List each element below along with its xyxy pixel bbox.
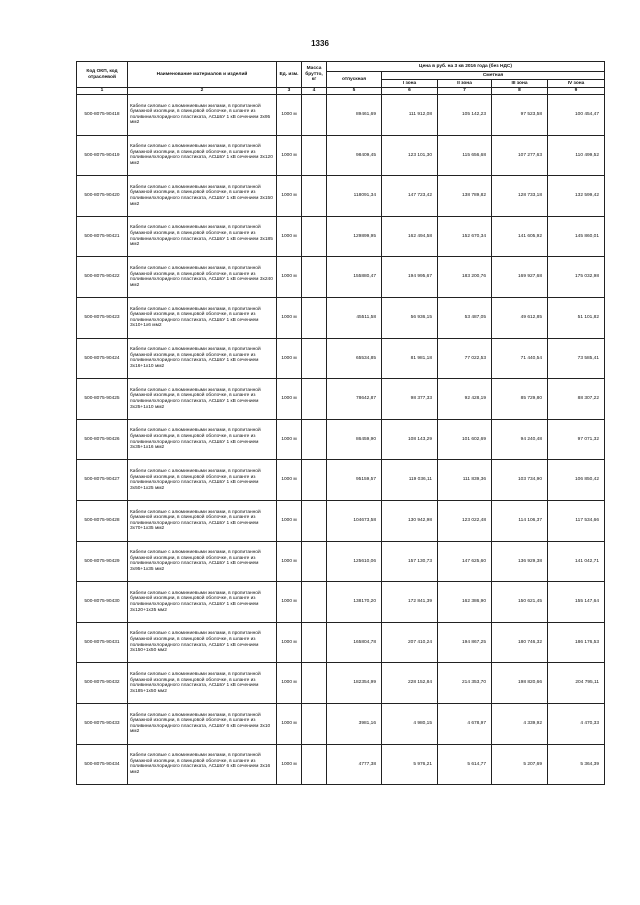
zone-3-price: 94 240,48 xyxy=(492,419,548,460)
unit: 1000 м xyxy=(277,541,302,582)
column-number: 8 xyxy=(492,88,548,95)
zone-2-price: 162 386,90 xyxy=(438,582,492,623)
material-name: Кабели силовые с алюминиевыми жилами, в пропитанной бумажной изоляции, в свинцовой оболочке, в шланге из поливинилхлоридного пластиката, АСШвУ 1 кВ сечением 3х150 мм2 xyxy=(128,176,277,217)
zone-3-price: 49 612,85 xyxy=(492,297,548,338)
zone-2-price: 77 022,53 xyxy=(438,338,492,379)
okp-code: 500-8075-90418 xyxy=(77,95,128,136)
material-name: Кабели силовые с алюминиевыми жилами, в пропитанной бумажной изоляции, в свинцовой оболочке, в шланге из поливинилхлоридного пластиката, АСШвУ 1 кВ сечением 3х185+1х50 мм2 xyxy=(128,663,277,704)
header-estimate: Сметная xyxy=(382,72,605,80)
zone-4-price: 132 599,42 xyxy=(548,176,605,217)
table-row xyxy=(77,257,605,298)
column-number: 9 xyxy=(548,88,605,95)
zone-2-price: 138 789,82 xyxy=(438,176,492,217)
okp-code: 500-8075-90433 xyxy=(77,703,128,744)
table-row xyxy=(77,419,605,460)
release-price: 89461,69 xyxy=(327,95,382,136)
unit: 1000 м xyxy=(277,500,302,541)
zone-3-price: 198 820,66 xyxy=(492,663,548,704)
column-number: 7 xyxy=(438,88,492,95)
table-row xyxy=(77,338,605,379)
header-zone-2: II зона xyxy=(438,80,492,88)
material-name: Кабели силовые с алюминиевыми жилами, в пропитанной бумажной изоляции, в свинцовой оболочке, в шланге из поливинилхлоридного пластиката, АСШвУ 6 кВ сечением 3х16 мм2 xyxy=(128,744,277,785)
zone-2-price: 147 625,60 xyxy=(438,541,492,582)
table-body xyxy=(77,95,605,785)
table-row xyxy=(77,216,605,257)
unit: 1000 м xyxy=(277,379,302,420)
table-row xyxy=(77,582,605,623)
header-zone-4: IV зона xyxy=(548,80,605,88)
column-number: 4 xyxy=(302,88,327,95)
zone-2-price: 123 022,48 xyxy=(438,500,492,541)
unit: 1000 м xyxy=(277,216,302,257)
page-number: 1336 xyxy=(311,39,329,48)
zone-1-price: 130 942,98 xyxy=(382,500,438,541)
release-price: 78642,87 xyxy=(327,379,382,420)
release-price: 98409,45 xyxy=(327,135,382,176)
zone-4-price: 110 499,52 xyxy=(548,135,605,176)
zone-3-price: 5 207,69 xyxy=(492,744,548,785)
unit: 1000 м xyxy=(277,703,302,744)
zone-4-price: 51 101,82 xyxy=(548,297,605,338)
header-zone-1: I зона xyxy=(382,80,438,88)
mass xyxy=(302,663,327,704)
table-row xyxy=(77,460,605,501)
zone-4-price: 175 032,98 xyxy=(548,257,605,298)
table-row xyxy=(77,297,605,338)
okp-code: 500-8075-90432 xyxy=(77,663,128,704)
mass xyxy=(302,176,327,217)
material-name: Кабели силовые с алюминиевыми жилами, в пропитанной бумажной изоляции, в свинцовой оболочке, в шланге из поливинилхлоридного пластиката, АСШвУ 1 кВ сечением 3х120 мм2 xyxy=(128,135,277,176)
zone-4-price: 100 454,47 xyxy=(548,95,605,136)
material-name: Кабели силовые с алюминиевыми жилами, в пропитанной бумажной изоляции, в свинцовой оболочке, в шланге из поливинилхлоридного пластиката, АСШвУ 1 кВ сечением 3х95 мм2 xyxy=(128,95,277,136)
zone-2-price: 115 656,68 xyxy=(438,135,492,176)
zone-2-price: 105 142,23 xyxy=(438,95,492,136)
release-price: 182354,99 xyxy=(327,663,382,704)
zone-2-price: 101 602,69 xyxy=(438,419,492,460)
release-price: 65534,85 xyxy=(327,338,382,379)
mass xyxy=(302,582,327,623)
header-name: Наименование материалов и изделий xyxy=(128,62,277,88)
material-name: Кабели силовые с алюминиевыми жилами, в пропитанной бумажной изоляции, в свинцовой оболочке, в шланге из поливинилхлоридного пластиката, АСШвУ 1 кВ сечением 3х120+1х35 мм2 xyxy=(128,582,277,623)
release-price: 4777,38 xyxy=(327,744,382,785)
release-price: 155880,47 xyxy=(327,257,382,298)
unit: 1000 м xyxy=(277,338,302,379)
material-name: Кабели силовые с алюминиевыми жилами, в пропитанной бумажной изоляции, в свинцовой оболочке, в шланге из поливинилхлоридного пластиката, АСШвУ 1 кВ сечением 3х16+1х10 мм2 xyxy=(128,338,277,379)
release-price: 86459,90 xyxy=(327,419,382,460)
table-row xyxy=(77,541,605,582)
zone-1-price: 194 995,67 xyxy=(382,257,438,298)
release-price: 45511,58 xyxy=(327,297,382,338)
okp-code: 500-8075-90419 xyxy=(77,135,128,176)
zone-1-price: 228 152,84 xyxy=(382,663,438,704)
release-price: 118091,34 xyxy=(327,176,382,217)
zone-1-price: 119 036,11 xyxy=(382,460,438,501)
unit: 1000 м xyxy=(277,622,302,663)
zone-1-price: 5 976,21 xyxy=(382,744,438,785)
unit: 1000 м xyxy=(277,582,302,623)
mass xyxy=(302,500,327,541)
table-row xyxy=(77,135,605,176)
okp-code: 500-8075-90429 xyxy=(77,541,128,582)
unit: 1000 м xyxy=(277,176,302,217)
okp-code: 500-8075-90420 xyxy=(77,176,128,217)
material-name: Кабели силовые с алюминиевыми жилами, в пропитанной бумажной изоляции, в свинцовой оболочке, в шланге из поливинилхлоридного пластиката, АСШвУ 1 кВ сечением 3х70+1х35 мм2 xyxy=(128,500,277,541)
zone-4-price: 204 795,11 xyxy=(548,663,605,704)
material-name: Кабели силовые с алюминиевыми жилами, в пропитанной бумажной изоляции, в свинцовой оболочке, в шланге из поливинилхлоридного пластиката, АСШвУ 1 кВ сечением 3х25+1х10 мм2 xyxy=(128,379,277,420)
header-zone-3: III зона xyxy=(492,80,548,88)
table-row xyxy=(77,703,605,744)
zone-3-price: 180 746,32 xyxy=(492,622,548,663)
zone-3-price: 128 733,18 xyxy=(492,176,548,217)
table-row xyxy=(77,95,605,136)
mass xyxy=(302,703,327,744)
zone-1-price: 4 980,15 xyxy=(382,703,438,744)
table-row xyxy=(77,663,605,704)
table-row xyxy=(77,744,605,785)
table-row xyxy=(77,176,605,217)
mass xyxy=(302,419,327,460)
zone-2-price: 183 200,76 xyxy=(438,257,492,298)
header-release: отпускная xyxy=(327,72,382,88)
column-number: 6 xyxy=(382,88,438,95)
zone-1-price: 147 723,42 xyxy=(382,176,438,217)
mass xyxy=(302,257,327,298)
zone-4-price: 141 042,71 xyxy=(548,541,605,582)
zone-1-price: 162 494,58 xyxy=(382,216,438,257)
table-row xyxy=(77,379,605,420)
unit: 1000 м xyxy=(277,257,302,298)
mass xyxy=(302,297,327,338)
material-name: Кабели силовые с алюминиевыми жилами, в пропитанной бумажной изоляции, в свинцовой оболочке, в шланге из поливинилхлоридного пластиката, АСШвУ 1 кВ сечением 3х50+1х25 мм2 xyxy=(128,460,277,501)
material-name: Кабели силовые с алюминиевыми жилами, в пропитанной бумажной изоляции, в свинцовой оболочке, в шланге из поливинилхлоридного пластиката, АСШвУ 1 кВ сечением 3х240 мм2 xyxy=(128,257,277,298)
price-table xyxy=(76,61,605,785)
mass xyxy=(302,338,327,379)
mass xyxy=(302,744,327,785)
okp-code: 500-8075-90422 xyxy=(77,257,128,298)
material-name: Кабели силовые с алюминиевыми жилами, в пропитанной бумажной изоляции, в свинцовой оболочке, в шланге из поливинилхлоридного пластиката, АСШвУ 1 кВ сечением 3х150+1х50 мм2 xyxy=(128,622,277,663)
material-name: Кабели силовые с алюминиевыми жилами, в пропитанной бумажной изоляции, в свинцовой оболочке, в шланге из поливинилхлоридного пластиката, АСШвУ 1 кВ сечением 3х10+1х6 мм2 xyxy=(128,297,277,338)
zone-4-price: 5 364,39 xyxy=(548,744,605,785)
okp-code: 500-8075-90423 xyxy=(77,297,128,338)
column-number: 2 xyxy=(128,88,277,95)
release-price: 125610,06 xyxy=(327,541,382,582)
zone-2-price: 92 428,19 xyxy=(438,379,492,420)
zone-3-price: 103 734,90 xyxy=(492,460,548,501)
material-name: Кабели силовые с алюминиевыми жилами, в пропитанной бумажной изоляции, в свинцовой оболочке, в шланге из поливинилхлоридного пластиката, АСШвУ 1 кВ сечением 3х35+1х16 мм2 xyxy=(128,419,277,460)
zone-4-price: 73 585,41 xyxy=(548,338,605,379)
column-number: 5 xyxy=(327,88,382,95)
zone-3-price: 4 339,92 xyxy=(492,703,548,744)
okp-code: 500-8075-90425 xyxy=(77,379,128,420)
zone-1-price: 157 130,73 xyxy=(382,541,438,582)
header-unit: Ед. изм. xyxy=(277,62,302,88)
zone-3-price: 169 927,68 xyxy=(492,257,548,298)
material-name: Кабели силовые с алюминиевыми жилами, в пропитанной бумажной изоляции, в свинцовой оболочке, в шланге из поливинилхлоридного пластиката, АСШвУ 6 кВ сечением 3х10 мм2 xyxy=(128,703,277,744)
zone-1-price: 98 377,33 xyxy=(382,379,438,420)
header-price-title: Цена в руб. на 3 кв 2016 года (без НДС) xyxy=(327,62,605,72)
unit: 1000 м xyxy=(277,419,302,460)
zone-2-price: 5 614,77 xyxy=(438,744,492,785)
zone-4-price: 117 534,66 xyxy=(548,500,605,541)
zone-1-price: 81 981,18 xyxy=(382,338,438,379)
okp-code: 500-8075-90431 xyxy=(77,622,128,663)
zone-3-price: 136 929,38 xyxy=(492,541,548,582)
zone-1-price: 172 841,39 xyxy=(382,582,438,623)
column-number: 1 xyxy=(77,88,128,95)
zone-2-price: 214 353,70 xyxy=(438,663,492,704)
mass xyxy=(302,622,327,663)
zone-1-price: 56 936,15 xyxy=(382,297,438,338)
zone-4-price: 4 470,33 xyxy=(548,703,605,744)
okp-code: 500-8075-90424 xyxy=(77,338,128,379)
zone-3-price: 141 605,92 xyxy=(492,216,548,257)
mass xyxy=(302,95,327,136)
column-number: 3 xyxy=(277,88,302,95)
mass xyxy=(302,379,327,420)
zone-4-price: 106 850,42 xyxy=(548,460,605,501)
material-name: Кабели силовые с алюминиевыми жилами, в пропитанной бумажной изоляции, в свинцовой оболочке, в шланге из поливинилхлоридного пластиката, АСШвУ 1 кВ сечением 3х95+1х35 мм2 xyxy=(128,541,277,582)
column-number-row xyxy=(77,88,605,95)
unit: 1000 м xyxy=(277,135,302,176)
table-row xyxy=(77,500,605,541)
zone-2-price: 194 867,25 xyxy=(438,622,492,663)
table-row xyxy=(77,622,605,663)
unit: 1000 м xyxy=(277,663,302,704)
zone-2-price: 111 839,36 xyxy=(438,460,492,501)
okp-code: 500-8075-90428 xyxy=(77,500,128,541)
release-price: 104673,58 xyxy=(327,500,382,541)
zone-3-price: 97 523,58 xyxy=(492,95,548,136)
zone-4-price: 88 307,22 xyxy=(548,379,605,420)
zone-4-price: 97 071,32 xyxy=(548,419,605,460)
release-price: 165804,78 xyxy=(327,622,382,663)
zone-2-price: 4 678,97 xyxy=(438,703,492,744)
zone-3-price: 71 440,54 xyxy=(492,338,548,379)
mass xyxy=(302,135,327,176)
release-price: 129899,95 xyxy=(327,216,382,257)
release-price: 95159,57 xyxy=(327,460,382,501)
release-price: 138170,20 xyxy=(327,582,382,623)
zone-3-price: 114 106,37 xyxy=(492,500,548,541)
zone-1-price: 111 912,08 xyxy=(382,95,438,136)
release-price: 3981,16 xyxy=(327,703,382,744)
header-mass: Масса брутто, кг xyxy=(302,62,327,88)
unit: 1000 м xyxy=(277,297,302,338)
mass xyxy=(302,460,327,501)
material-name: Кабели силовые с алюминиевыми жилами, в пропитанной бумажной изоляции, в свинцовой оболочке, в шланге из поливинилхлоридного пластиката, АСШвУ 1 кВ сечением 3х185 мм2 xyxy=(128,216,277,257)
zone-1-price: 207 410,24 xyxy=(382,622,438,663)
zone-2-price: 152 670,34 xyxy=(438,216,492,257)
zone-1-price: 123 101,30 xyxy=(382,135,438,176)
okp-code: 500-8075-90427 xyxy=(77,460,128,501)
okp-code: 500-8075-90426 xyxy=(77,419,128,460)
okp-code: 500-8075-90421 xyxy=(77,216,128,257)
zone-4-price: 145 860,01 xyxy=(548,216,605,257)
zone-3-price: 85 729,80 xyxy=(492,379,548,420)
unit: 1000 м xyxy=(277,460,302,501)
unit: 1000 м xyxy=(277,95,302,136)
zone-1-price: 108 143,29 xyxy=(382,419,438,460)
mass xyxy=(302,541,327,582)
header-code: Код ОКП, код отраслевой xyxy=(77,62,128,88)
okp-code: 500-8075-90430 xyxy=(77,582,128,623)
zone-4-price: 186 176,53 xyxy=(548,622,605,663)
unit: 1000 м xyxy=(277,744,302,785)
zone-4-price: 155 147,64 xyxy=(548,582,605,623)
mass xyxy=(302,216,327,257)
zone-2-price: 53 487,05 xyxy=(438,297,492,338)
zone-3-price: 150 621,45 xyxy=(492,582,548,623)
okp-code: 500-8075-90434 xyxy=(77,744,128,785)
table-header xyxy=(77,62,605,95)
zone-3-price: 107 277,63 xyxy=(492,135,548,176)
